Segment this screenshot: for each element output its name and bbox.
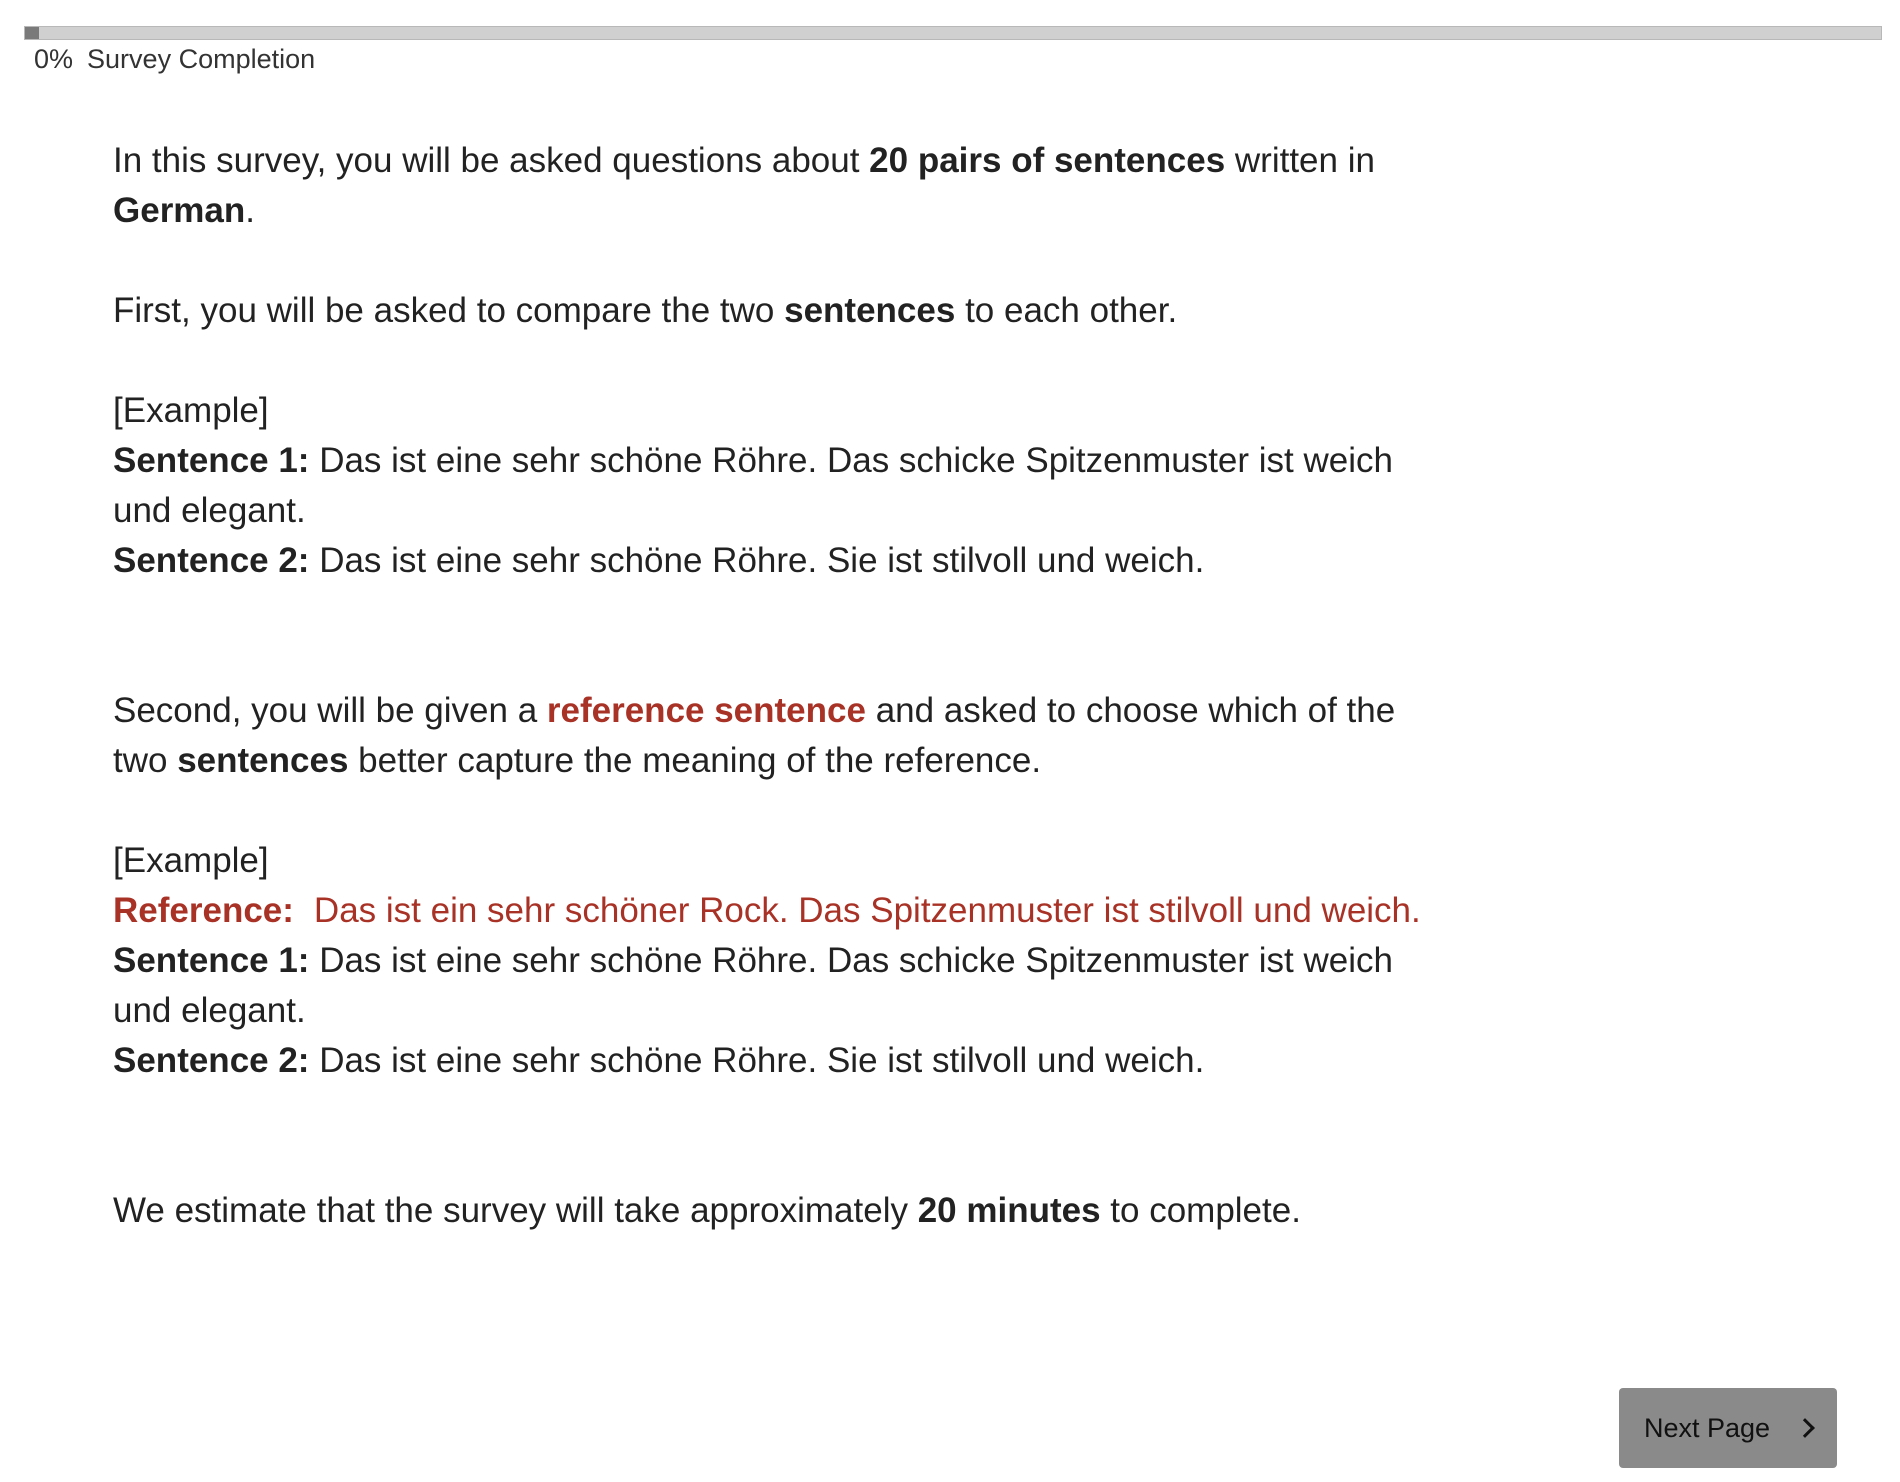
example1-heading: [Example] [113,391,269,430]
sentence2-text: Das ist eine sehr schöne Röhre. Sie ist stilvoll und weich. [309,1041,1205,1080]
intro-bold-german: German [113,191,246,230]
estimate-paragraph [113,1186,1423,1236]
second-text: better capture the meaning of the reference. [348,741,1042,780]
sentence1-label: Sentence 1: [113,441,310,480]
sentence1-text: Das ist eine sehr schöne Röhre. Das schicke Spitzenmuster ist weich und elegant. [113,441,1393,530]
next-page-button[interactable] [1619,1388,1837,1468]
sentence2-label: Sentence 2: [113,541,310,580]
intro-text: In this survey, you will be asked questions about [113,141,870,180]
sentence1-text: Das ist eine sehr schöne Röhre. Das schicke Spitzenmuster ist weich und elegant. [113,941,1393,1030]
estimate-text: to complete. [1100,1191,1301,1230]
survey-instructions [113,136,1423,1236]
first-bold-sentences: sentences [784,291,956,330]
progress-percent: 0% [34,44,74,74]
reference-label: Reference: [113,891,294,930]
example1-sentence2 [113,536,1423,586]
second-bold-sentences: sentences [177,741,349,780]
estimate-text: We estimate that the survey will take approximately [113,1191,918,1230]
reference-text: Das ist ein sehr schöner Rock. Das Spitzenmuster ist stilvoll und weich. [313,891,1421,930]
chevron-right-icon [1795,1418,1815,1438]
example2-sentence1 [113,936,1423,1036]
second-text: and asked to choose which of the two [113,691,1396,780]
sentence2-label: Sentence 2: [113,1041,310,1080]
second-bold-reference: reference sentence [546,691,866,730]
first-text: First, you will be asked to compare the two [113,291,785,330]
example2-reference [113,886,1423,936]
progress-label [34,44,315,75]
example1-sentence1 [113,436,1423,536]
estimate-bold-minutes: 20 minutes [917,1191,1101,1230]
intro-text: . [245,191,256,230]
intro-paragraph [113,136,1423,236]
progress-text: Survey Completion [87,44,316,74]
sentence2-text: Das ist eine sehr schöne Röhre. Sie ist stilvoll und weich. [309,541,1205,580]
example2-heading: [Example] [113,841,269,880]
first-text: to each other. [955,291,1178,330]
intro-bold-pairs: 20 pairs of sentences [869,141,1226,180]
first-paragraph [113,286,1423,336]
intro-text: written in [1225,141,1375,180]
next-page-label: Next Page [1643,1412,1771,1443]
example2-sentence2 [113,1036,1423,1086]
progress-bar [24,26,1882,40]
progress-bar-fill [25,27,39,39]
second-paragraph [113,686,1423,786]
sentence1-label: Sentence 1: [113,941,310,980]
second-text: Second, you will be given a [113,691,547,730]
